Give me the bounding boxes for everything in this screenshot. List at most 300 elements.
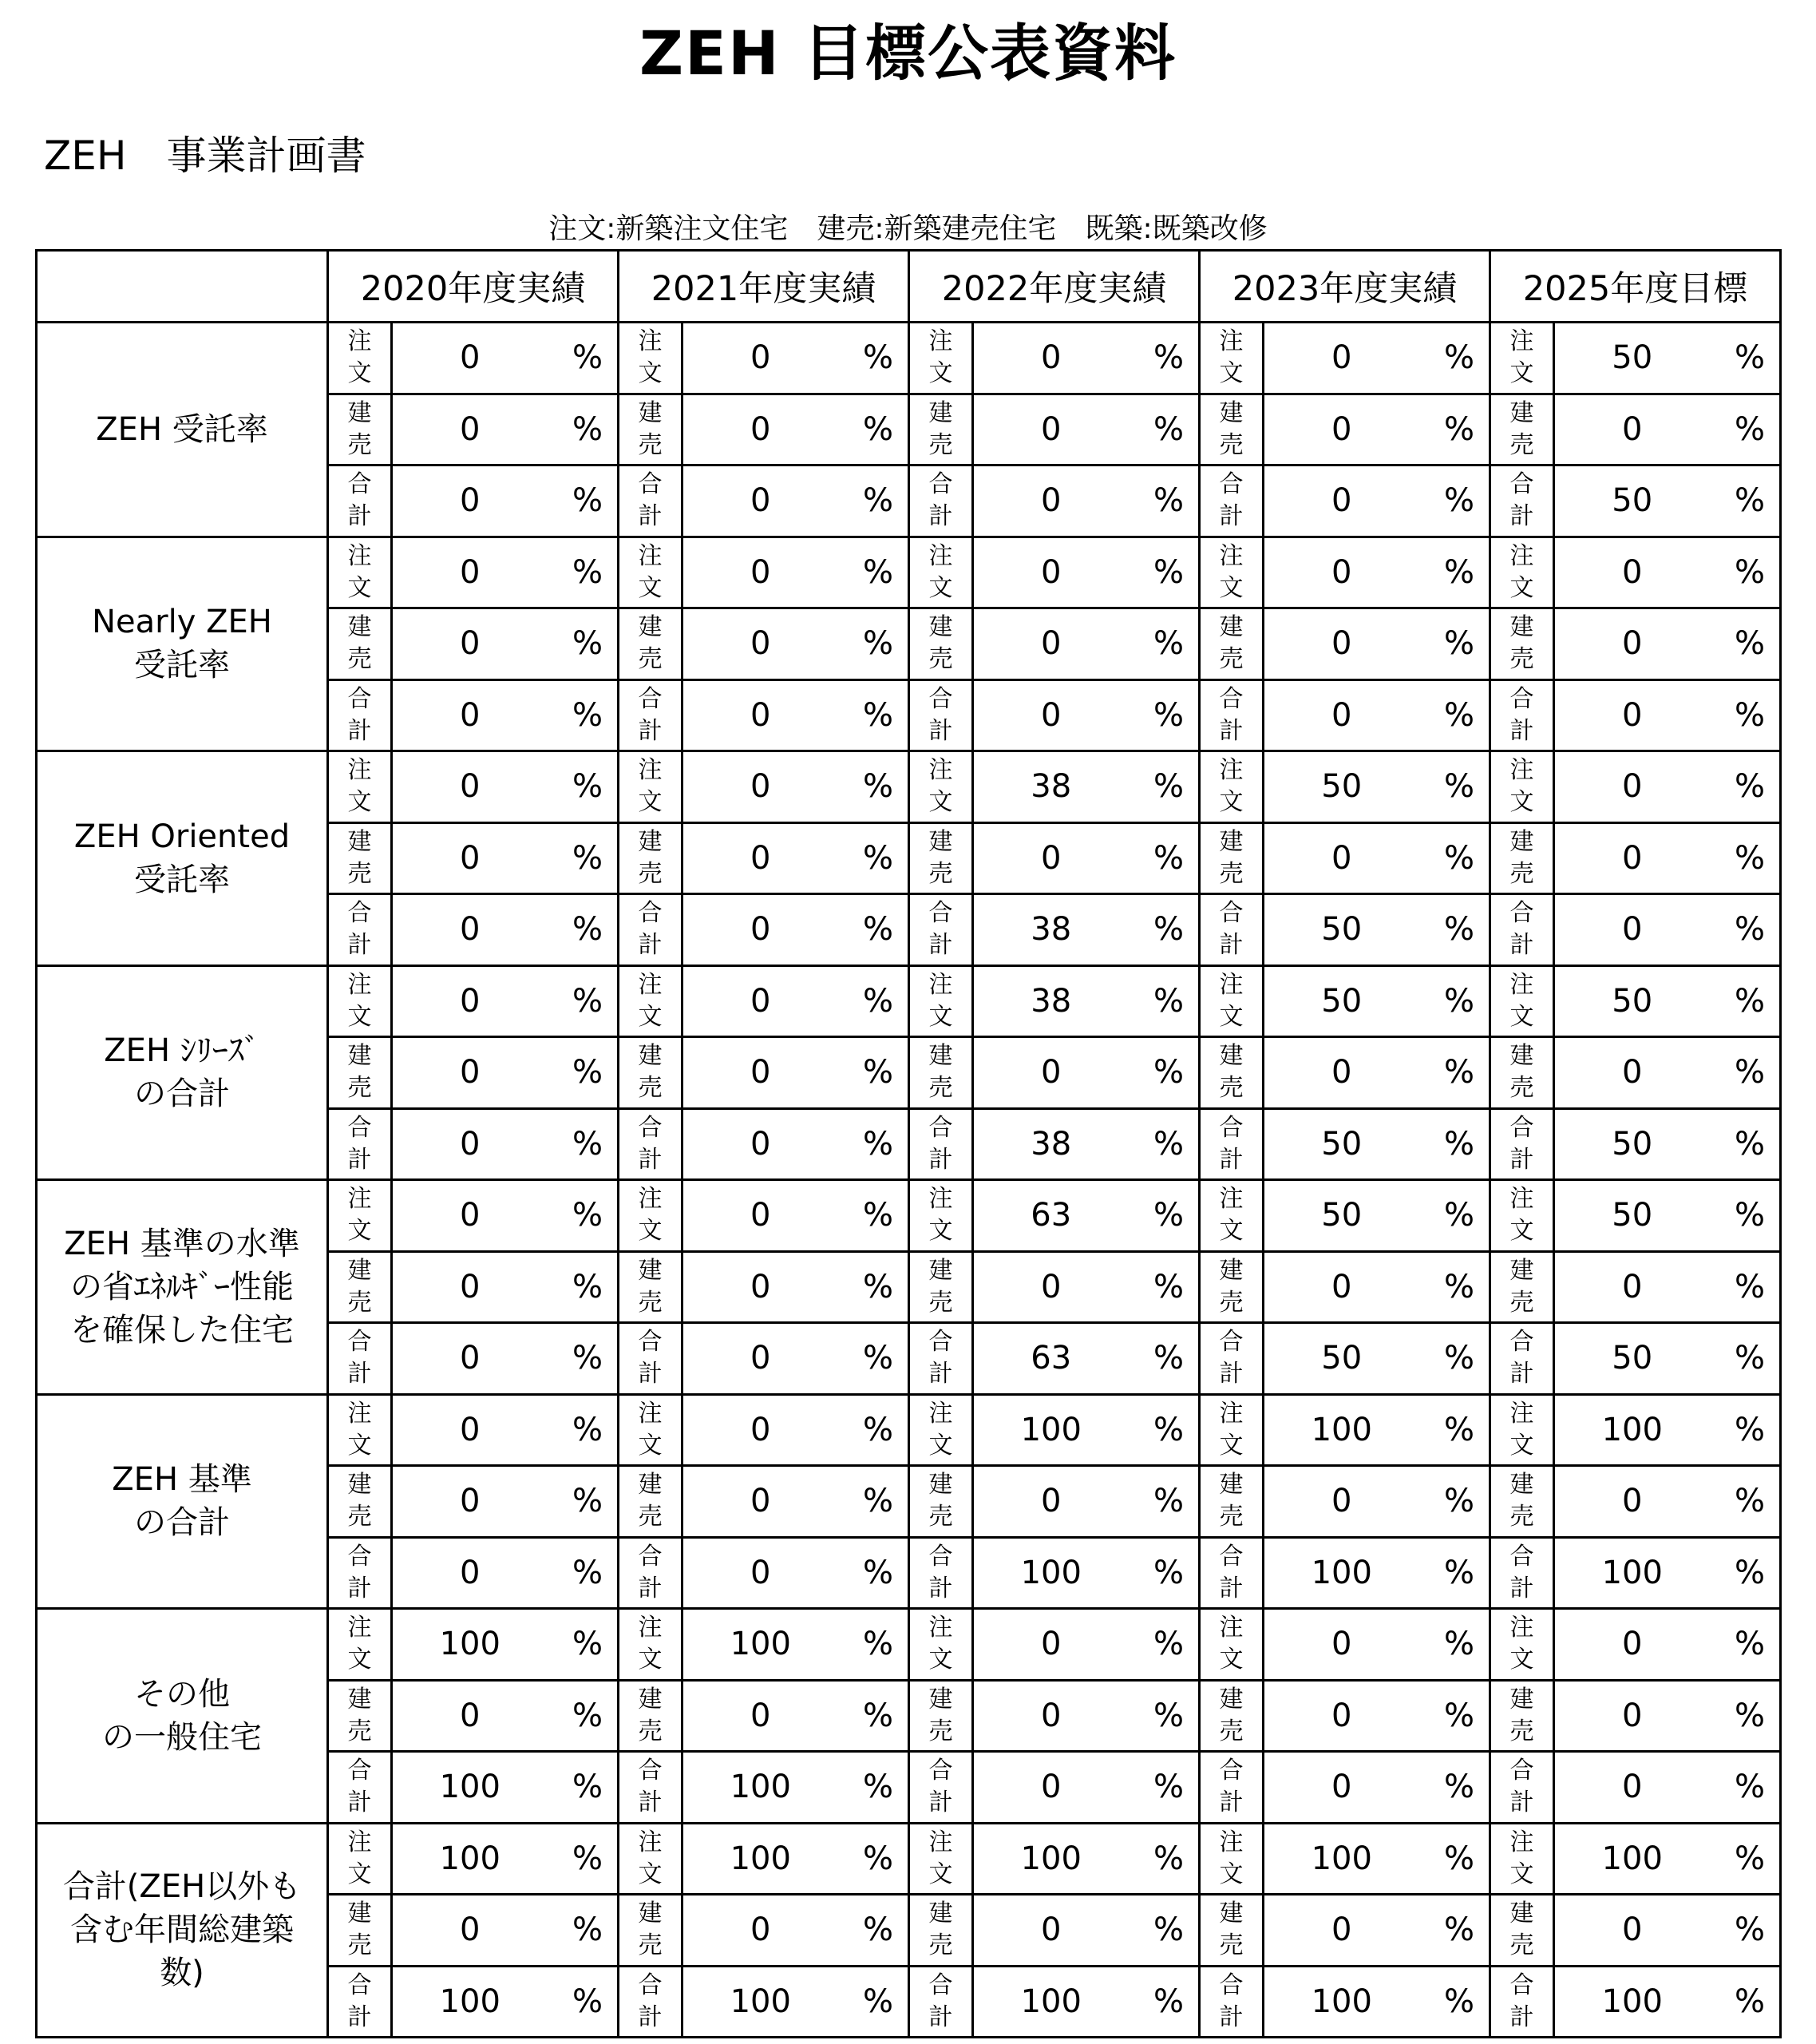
row-type-label — [619, 679, 682, 751]
percent-value: 100 — [1554, 1537, 1710, 1609]
category-label-line: の合計 — [134, 1504, 230, 1542]
percent-unit: % — [548, 394, 619, 465]
percent-value: 0 — [1264, 537, 1419, 608]
row-type-char: 注 — [638, 541, 663, 570]
row-type-char: 合 — [928, 1971, 953, 1999]
row-type-char: 売 — [1509, 430, 1534, 459]
row-type-char: 建 — [347, 1899, 372, 1928]
row-type-label — [1490, 1323, 1554, 1395]
row-type-label — [1490, 1466, 1554, 1538]
row-type-char: 建 — [1219, 1042, 1244, 1071]
percent-unit: % — [1419, 1966, 1490, 2038]
row-type-char: 合 — [928, 470, 953, 499]
row-type-label — [328, 608, 392, 680]
row-type-char: 計 — [928, 502, 953, 531]
table-row — [37, 751, 1781, 823]
percent-unit: % — [548, 1609, 619, 1681]
row-type-char: 売 — [347, 1931, 372, 1960]
row-type-char: 文 — [1509, 1431, 1534, 1460]
percent-unit: % — [1129, 1537, 1200, 1609]
row-type-char: 計 — [1509, 1788, 1534, 1817]
row-type-label — [909, 1466, 973, 1538]
row-type-char: 合 — [347, 899, 372, 928]
category-label-line: の合計 — [134, 1075, 230, 1113]
percent-value: 0 — [392, 1466, 548, 1538]
category-label-line: Nearly ZEH — [92, 604, 272, 641]
percent-value: 0 — [1264, 822, 1419, 894]
percent-value: 0 — [392, 537, 548, 608]
row-type-char: 計 — [1509, 1574, 1534, 1602]
row-type-char: 計 — [1509, 716, 1534, 745]
percent-value: 0 — [973, 1037, 1129, 1109]
row-type-char: 文 — [928, 359, 953, 388]
percent-unit: % — [1129, 751, 1200, 823]
row-type-label — [909, 1037, 973, 1109]
row-type-label — [1490, 465, 1554, 537]
row-type-char: 合 — [638, 1113, 663, 1142]
percent-unit: % — [548, 751, 619, 823]
row-type-char: 計 — [347, 931, 372, 960]
percent-unit: % — [548, 1323, 619, 1395]
percent-value: 0 — [973, 1680, 1129, 1752]
percent-value: 100 — [392, 1966, 548, 2038]
row-type-label — [328, 1394, 392, 1466]
row-type-label — [1490, 894, 1554, 966]
row-type-label — [1200, 608, 1264, 680]
row-type-label — [328, 1251, 392, 1323]
percent-value: 0 — [392, 1180, 548, 1252]
percent-value: 0 — [1264, 1752, 1419, 1824]
percent-unit: % — [548, 965, 619, 1037]
row-type-label — [328, 1823, 392, 1895]
percent-value: 0 — [682, 1394, 838, 1466]
row-type-char: 文 — [638, 1860, 663, 1888]
row-type-char: 注 — [638, 1399, 663, 1428]
row-type-char: 計 — [347, 1788, 372, 1817]
percent-value: 50 — [1554, 1108, 1710, 1180]
row-type-char: 合 — [347, 470, 372, 499]
row-type-char: 建 — [1509, 613, 1534, 642]
row-type-char: 注 — [638, 327, 663, 356]
row-type-char: 合 — [347, 1113, 372, 1142]
row-type-char: 合 — [1219, 470, 1244, 499]
percent-unit: % — [1710, 894, 1781, 966]
row-type-char: 計 — [928, 1574, 953, 1602]
row-type-char: 建 — [1219, 1256, 1244, 1285]
row-type-char: 計 — [347, 2002, 372, 2031]
percent-unit: % — [548, 1180, 619, 1252]
row-type-label — [1490, 323, 1554, 394]
row-type-char: 建 — [638, 1256, 663, 1285]
row-type-label — [1200, 1323, 1264, 1395]
row-type-char: 文 — [1509, 1002, 1534, 1031]
row-type-label — [909, 1966, 973, 2038]
row-type-label — [1490, 1394, 1554, 1466]
percent-value: 0 — [392, 751, 548, 823]
percent-unit: % — [838, 751, 909, 823]
row-type-char: 文 — [347, 788, 372, 817]
row-type-label — [1200, 751, 1264, 823]
row-type-char: 合 — [928, 1113, 953, 1142]
row-type-label — [328, 751, 392, 823]
percent-value: 0 — [973, 323, 1129, 394]
row-type-char: 注 — [1219, 1399, 1244, 1428]
percent-unit: % — [1129, 465, 1200, 537]
year-header: 2021年度実績 — [619, 251, 909, 323]
row-type-char: 建 — [928, 1685, 953, 1713]
row-type-char: 注 — [347, 1399, 372, 1428]
row-type-char: 文 — [347, 1431, 372, 1460]
percent-value: 0 — [392, 1108, 548, 1180]
row-type-char: 文 — [347, 359, 372, 388]
percent-unit: % — [548, 679, 619, 751]
percent-unit: % — [1710, 1394, 1781, 1466]
row-type-label — [619, 1895, 682, 1967]
row-type-label — [328, 965, 392, 1037]
row-type-label — [328, 1108, 392, 1180]
percent-value: 0 — [1264, 465, 1419, 537]
row-type-char: 合 — [347, 1542, 372, 1571]
row-type-char: 合 — [1219, 1971, 1244, 1999]
row-type-char: 合 — [1219, 1113, 1244, 1142]
percent-unit: % — [1710, 1466, 1781, 1538]
row-type-char: 売 — [1509, 1931, 1534, 1960]
percent-value: 0 — [973, 465, 1129, 537]
percent-unit: % — [1129, 1966, 1200, 2038]
row-type-char: 合 — [638, 684, 663, 713]
percent-value: 0 — [1264, 323, 1419, 394]
row-type-label — [619, 894, 682, 966]
row-type-label — [1490, 1609, 1554, 1681]
year-header: 2020年度実績 — [328, 251, 619, 323]
percent-value: 50 — [1264, 965, 1419, 1037]
row-type-char: 合 — [1509, 899, 1534, 928]
row-type-char: 計 — [928, 931, 953, 960]
percent-unit: % — [1710, 1966, 1781, 2038]
row-type-char: 計 — [347, 502, 372, 531]
percent-value: 0 — [1554, 1680, 1710, 1752]
row-type-char: 計 — [1509, 1360, 1534, 1388]
row-type-label — [328, 1323, 392, 1395]
row-type-label — [909, 1895, 973, 1967]
row-type-char: 計 — [928, 1145, 953, 1174]
row-type-char: 文 — [928, 1646, 953, 1674]
row-type-label — [1490, 608, 1554, 680]
percent-value: 0 — [392, 679, 548, 751]
percent-unit: % — [838, 1108, 909, 1180]
row-type-char: 建 — [1509, 827, 1534, 856]
percent-value: 0 — [1554, 1251, 1710, 1323]
percent-unit: % — [1129, 608, 1200, 680]
row-type-label — [909, 608, 973, 680]
percent-unit: % — [548, 894, 619, 966]
row-type-char: 注 — [347, 970, 372, 999]
percent-unit: % — [1710, 1537, 1781, 1609]
percent-value: 0 — [1554, 1609, 1710, 1681]
row-type-label — [619, 1537, 682, 1609]
row-type-char: 売 — [347, 1717, 372, 1745]
percent-value: 100 — [1554, 1394, 1710, 1466]
document-title: ZEH 目標公表資料 — [639, 18, 1177, 89]
percent-unit: % — [838, 1251, 909, 1323]
percent-unit: % — [1129, 894, 1200, 966]
percent-unit: % — [1129, 323, 1200, 394]
row-type-char: 計 — [1509, 931, 1534, 960]
row-type-char: 建 — [928, 613, 953, 642]
percent-value: 0 — [1554, 1752, 1710, 1824]
row-type-char: 文 — [1219, 1431, 1244, 1460]
percent-value: 0 — [1554, 894, 1710, 966]
row-type-char: 注 — [928, 756, 953, 785]
percent-unit: % — [1710, 1251, 1781, 1323]
percent-unit: % — [838, 465, 909, 537]
percent-value: 0 — [1264, 1895, 1419, 1967]
row-type-char: 売 — [1219, 1074, 1244, 1103]
row-type-label — [909, 965, 973, 1037]
percent-value: 0 — [973, 1895, 1129, 1967]
row-type-char: 計 — [1219, 716, 1244, 745]
percent-value: 0 — [682, 1108, 838, 1180]
row-type-char: 売 — [928, 859, 953, 888]
row-type-label — [909, 1609, 973, 1681]
percent-unit: % — [838, 965, 909, 1037]
row-type-char: 売 — [347, 1503, 372, 1531]
row-type-char: 計 — [1509, 1145, 1534, 1174]
category-label-line: ZEH Oriented — [73, 818, 291, 855]
row-type-char: 建 — [638, 1471, 663, 1499]
row-type-label — [1490, 679, 1554, 751]
percent-value: 0 — [1554, 1466, 1710, 1538]
row-type-char: 文 — [638, 573, 663, 602]
row-type-char: 注 — [1219, 1614, 1244, 1642]
row-type-char: 計 — [928, 1788, 953, 1817]
percent-unit: % — [1129, 1323, 1200, 1395]
percent-unit: % — [838, 1323, 909, 1395]
row-type-char: 売 — [638, 859, 663, 888]
row-type-char: 文 — [1219, 359, 1244, 388]
percent-unit: % — [548, 1466, 619, 1538]
row-type-char: 計 — [638, 1145, 663, 1174]
row-type-label — [1490, 1895, 1554, 1967]
row-type-char: 計 — [347, 1145, 372, 1174]
percent-unit: % — [838, 323, 909, 394]
row-type-label — [1490, 965, 1554, 1037]
row-type-label — [619, 1251, 682, 1323]
row-type-char: 文 — [1219, 788, 1244, 817]
row-type-char: 売 — [1219, 859, 1244, 888]
row-type-char: 建 — [1219, 613, 1244, 642]
percent-value: 100 — [682, 1752, 838, 1824]
row-type-label — [909, 537, 973, 608]
row-type-label — [1200, 1108, 1264, 1180]
percent-value: 50 — [1264, 1323, 1419, 1395]
category-label-line: 合計(ZEH以外も — [62, 1868, 302, 1906]
row-type-char: 売 — [928, 430, 953, 459]
percent-value: 0 — [682, 751, 838, 823]
percent-value: 0 — [1554, 394, 1710, 465]
percent-value: 0 — [973, 394, 1129, 465]
row-type-char: 合 — [347, 1328, 372, 1357]
row-type-char: 建 — [1509, 1256, 1534, 1285]
row-type-label — [1200, 1251, 1264, 1323]
category-label-line: 含む年間総建築 — [70, 1911, 294, 1949]
row-type-char: 注 — [347, 1828, 372, 1856]
row-type-label — [619, 1609, 682, 1681]
year-header: 2022年度実績 — [909, 251, 1200, 323]
row-type-label — [328, 323, 392, 394]
percent-value: 0 — [682, 894, 838, 966]
percent-value: 100 — [392, 1752, 548, 1824]
percent-value: 0 — [392, 1394, 548, 1466]
row-type-char: 文 — [1509, 788, 1534, 817]
row-type-char: 計 — [1509, 502, 1534, 531]
row-type-char: 注 — [928, 1614, 953, 1642]
row-type-char: 建 — [928, 1899, 953, 1928]
row-type-char: 注 — [638, 756, 663, 785]
row-type-label — [619, 1108, 682, 1180]
percent-unit: % — [1710, 1752, 1781, 1824]
percent-unit: % — [1129, 1037, 1200, 1109]
row-type-char: 売 — [638, 645, 663, 674]
percent-unit: % — [1710, 465, 1781, 537]
percent-unit: % — [1129, 1895, 1200, 1967]
row-type-char: 建 — [1219, 1685, 1244, 1713]
row-type-char: 建 — [347, 1471, 372, 1499]
row-type-char: 建 — [1509, 1042, 1534, 1071]
row-type-char: 注 — [347, 1185, 372, 1214]
category-label-line: の省ｴﾈﾙｷﾞｰ性能 — [70, 1268, 294, 1305]
percent-value: 0 — [1554, 1037, 1710, 1109]
row-type-char: 文 — [1509, 1646, 1534, 1674]
percent-value: 100 — [392, 1609, 548, 1681]
percent-unit: % — [1710, 537, 1781, 608]
table-body — [37, 323, 1781, 2038]
row-type-char: 計 — [1219, 1788, 1244, 1817]
row-type-label — [1200, 894, 1264, 966]
row-type-char: 建 — [638, 1899, 663, 1928]
row-type-char: 計 — [1219, 2002, 1244, 2031]
row-type-char: 合 — [1219, 899, 1244, 928]
percent-value: 100 — [973, 1823, 1129, 1895]
row-type-char: 建 — [347, 1256, 372, 1285]
row-type-char: 注 — [1509, 1614, 1534, 1642]
row-type-label — [909, 1180, 973, 1252]
row-type-label — [1200, 1895, 1264, 1967]
row-type-label — [619, 537, 682, 608]
row-type-label — [1490, 1966, 1554, 2038]
percent-unit: % — [838, 679, 909, 751]
row-type-label — [619, 1680, 682, 1752]
row-type-label — [328, 1037, 392, 1109]
row-type-label — [328, 537, 392, 608]
row-type-char: 売 — [347, 1288, 372, 1317]
percent-unit: % — [1710, 1323, 1781, 1395]
percent-value: 38 — [973, 751, 1129, 823]
percent-unit: % — [1419, 394, 1490, 465]
percent-unit: % — [838, 537, 909, 608]
category-label-line: ZEH 基準の水準 — [64, 1225, 300, 1262]
percent-unit: % — [548, 1895, 619, 1967]
row-type-char: 注 — [1509, 327, 1534, 356]
percent-unit: % — [1419, 608, 1490, 680]
row-type-char: 計 — [638, 1574, 663, 1602]
row-type-char: 建 — [347, 398, 372, 427]
row-type-label — [328, 679, 392, 751]
percent-unit: % — [548, 822, 619, 894]
row-type-label — [328, 1680, 392, 1752]
row-type-label — [909, 751, 973, 823]
row-type-char: 注 — [638, 1828, 663, 1856]
percent-unit: % — [838, 1037, 909, 1109]
row-type-char: 文 — [347, 573, 372, 602]
row-type-char: 建 — [1509, 1899, 1534, 1928]
row-type-label — [909, 1108, 973, 1180]
row-type-char: 計 — [638, 502, 663, 531]
row-type-char: 合 — [1509, 470, 1534, 499]
percent-unit: % — [1129, 1108, 1200, 1180]
row-type-char: 文 — [928, 788, 953, 817]
row-type-char: 合 — [928, 1542, 953, 1571]
category-label-line: 数) — [160, 1955, 204, 1992]
percent-unit: % — [548, 608, 619, 680]
percent-unit: % — [1129, 1680, 1200, 1752]
row-type-label — [328, 894, 392, 966]
row-type-label — [1200, 1966, 1264, 2038]
row-type-label — [909, 1537, 973, 1609]
row-type-label — [619, 1752, 682, 1824]
row-type-char: 売 — [347, 859, 372, 888]
year-header: 2023年度実績 — [1200, 251, 1490, 323]
percent-unit: % — [1710, 394, 1781, 465]
percent-unit: % — [1419, 679, 1490, 751]
row-type-char: 文 — [638, 1217, 663, 1246]
table-row — [37, 965, 1781, 1037]
row-type-char: 合 — [1509, 1971, 1534, 1999]
row-type-char: 計 — [1509, 2002, 1534, 2031]
row-type-label — [909, 465, 973, 537]
row-type-char: 建 — [928, 1042, 953, 1071]
row-type-label — [619, 465, 682, 537]
row-type-char: 文 — [638, 1002, 663, 1031]
row-type-char: 注 — [347, 756, 372, 785]
row-type-char: 計 — [1219, 1145, 1244, 1174]
percent-unit: % — [1129, 965, 1200, 1037]
percent-value: 63 — [973, 1323, 1129, 1395]
row-type-char: 計 — [1219, 931, 1244, 960]
row-type-char: 注 — [1219, 1185, 1244, 1214]
category-label — [37, 1394, 328, 1609]
category-label — [37, 1823, 328, 2038]
row-type-char: 注 — [1219, 756, 1244, 785]
percent-unit: % — [1710, 1609, 1781, 1681]
category-label — [37, 1180, 328, 1395]
row-type-char: 注 — [638, 1185, 663, 1214]
row-type-char: 建 — [1509, 1685, 1534, 1713]
percent-value: 0 — [973, 1752, 1129, 1824]
percent-value: 100 — [682, 1823, 838, 1895]
row-type-char: 売 — [638, 1717, 663, 1745]
percent-value: 0 — [682, 537, 838, 608]
row-type-char: 合 — [1509, 1757, 1534, 1785]
row-type-char: 建 — [1219, 827, 1244, 856]
percent-value: 0 — [392, 1680, 548, 1752]
row-type-char: 文 — [347, 1860, 372, 1888]
row-type-char: 注 — [928, 970, 953, 999]
percent-unit: % — [838, 394, 909, 465]
percent-unit: % — [1129, 822, 1200, 894]
row-type-char: 建 — [1219, 1471, 1244, 1499]
row-type-label — [619, 1180, 682, 1252]
